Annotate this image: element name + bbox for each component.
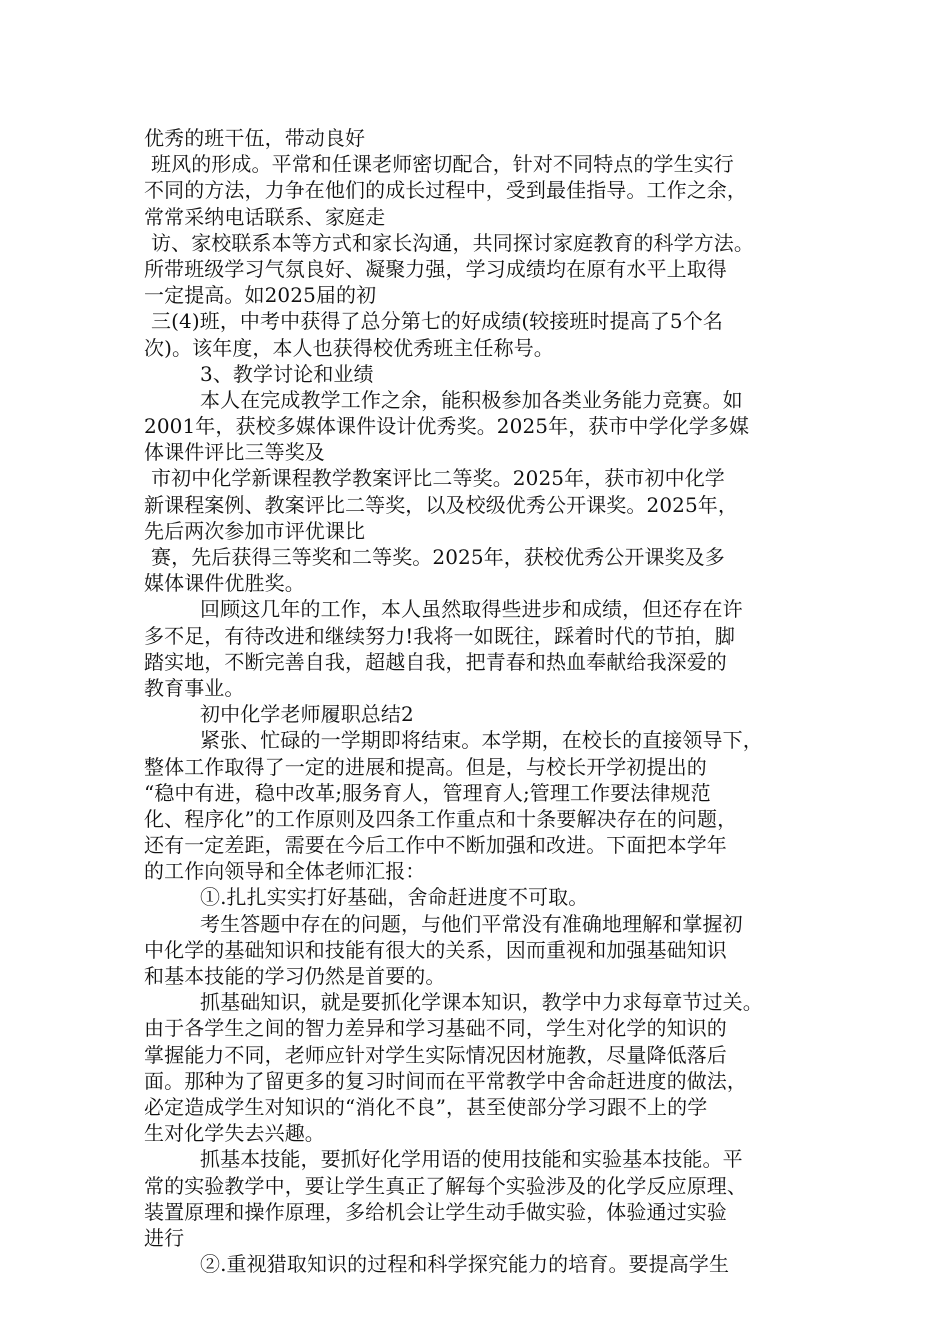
text-line: 多不足，有待改进和继续努力!我将一如既往，踩着时代的节拍，脚 bbox=[144, 623, 736, 648]
text-line: 一定提高。如2025届的初 bbox=[144, 283, 377, 308]
text-line: 面。那种为了留更多的复习时间而在平常教学中舍命赶进度的做法， bbox=[144, 1068, 747, 1093]
text-line: 和基本技能的学习仍然是首要的。 bbox=[144, 964, 446, 988]
text-line: 不同的方法，力争在他们的成长过程中，受到最佳指导。工作之余， bbox=[144, 178, 747, 203]
document-page bbox=[144, 125, 824, 1277]
text-line: 进行 bbox=[144, 1225, 185, 1250]
text-line: 三(4)班，中考中获得了总分第七的好成绩(较接班时提高了5个名 bbox=[151, 309, 723, 334]
text-line: 3、教学讨论和业绩 bbox=[200, 361, 374, 386]
text-line: 本人在完成教学工作之余，能积极参加各类业务能力竞赛。如 bbox=[200, 387, 743, 412]
text-line: 中化学的基础知识和技能有很大的关系，因而重视和加强基础知识 bbox=[144, 937, 727, 962]
text-line: 所带班级学习气氛良好、凝聚力强，学习成绩均在原有水平上取得 bbox=[144, 256, 727, 281]
text-line: 优秀的班干伍，带动良好 bbox=[144, 126, 366, 150]
text-line: 访、家校联系本等方式和家长沟通，共同探讨家庭教育的科学方法。 bbox=[151, 230, 754, 255]
text-line: 班风的形成。平常和任课老师密切配合，针对不同特点的学生实行 bbox=[151, 152, 734, 177]
text-line: 赛，先后获得三等奖和二等奖。2025年，获校优秀公开课奖及多 bbox=[151, 545, 725, 569]
text-line: 先后两次参加市评优课比 bbox=[144, 518, 366, 543]
text-line: 紧张、忙碌的一学期即将结束。本学期，在校长的直接领导下， bbox=[200, 728, 763, 753]
text-line: 回顾这几年的工作，本人虽然取得些进步和成绩，但还存在许 bbox=[200, 597, 743, 622]
text-line: 化、程序化”的工作原则及四条工作重点和十条要解决存在的问题， bbox=[144, 806, 738, 831]
text-line: 掌握能力不同，老师应针对学生实际情况因材施教，尽量降低落后 bbox=[144, 1042, 727, 1067]
text-line: “稳中有进，稳中改革;服务育人，管理育人;管理工作要法律规范 bbox=[144, 780, 711, 805]
text-line: 市初中化学新课程教学教案评比二等奖。2025年，获市初中化学 bbox=[151, 466, 725, 491]
text-line: 抓基础知识，就是要抓化学课本知识，教学中力求每章节过关。 bbox=[200, 990, 763, 1015]
text-line: 必定造成学生对知识的“消化不良”，甚至使部分学习跟不上的学 bbox=[144, 1094, 708, 1119]
text-line: 教育事业。 bbox=[144, 675, 245, 700]
text-line: 的工作向领导和全体老师汇报： bbox=[144, 859, 426, 884]
text-line: 抓基本技能，要抓好化学用语的使用技能和实验基本技能。平 bbox=[200, 1147, 743, 1172]
text-line: 由于各学生之间的智力差异和学习基础不同，学生对化学的知识的 bbox=[144, 1016, 727, 1041]
text-line: 初中化学老师履职总结2 bbox=[200, 702, 414, 727]
text-line: ②.重视猎取知识的过程和科学探究能力的培育。要提高学生 bbox=[200, 1252, 730, 1277]
text-line: 生对化学失去兴趣。 bbox=[144, 1121, 325, 1146]
text-line: 体课件评比三等奖及 bbox=[144, 440, 325, 465]
text-line: 常常采纳电话联系、家庭走 bbox=[144, 204, 386, 229]
text-line: 媒体课件优胜奖。 bbox=[144, 571, 305, 596]
text-line: 考生答题中存在的问题，与他们平常没有准确地理解和掌握初 bbox=[200, 911, 743, 936]
text-line: 踏实地，不断完善自我，超越自我，把青春和热血奉献给我深爱的 bbox=[144, 649, 727, 674]
text-line: 整体工作取得了一定的进展和提高。但是，与校长开学初提出的 bbox=[144, 754, 707, 779]
text-line: 2001年，获校多媒体课件设计优秀奖。2025年，获市中学化学多媒 bbox=[144, 414, 750, 439]
text-line: 次)。该年度，本人也获得校优秀班主任称号。 bbox=[144, 335, 554, 360]
text-line: 常的实验教学中，要让学生真正了解每个实验涉及的化学反应原理、 bbox=[144, 1173, 747, 1198]
text-line: ①.扎扎实实打好基础，舍命赶进度不可取。 bbox=[200, 885, 589, 910]
text-line: 装置原理和操作原理，多给机会让学生动手做实验，体验通过实验 bbox=[144, 1199, 727, 1224]
text-line: 还有一定差距，需要在今后工作中不断加强和改进。下面把本学年 bbox=[144, 833, 727, 858]
text-line: 新课程案例、教案评比二等奖，以及校级优秀公开课奖。2025年， bbox=[144, 492, 738, 517]
